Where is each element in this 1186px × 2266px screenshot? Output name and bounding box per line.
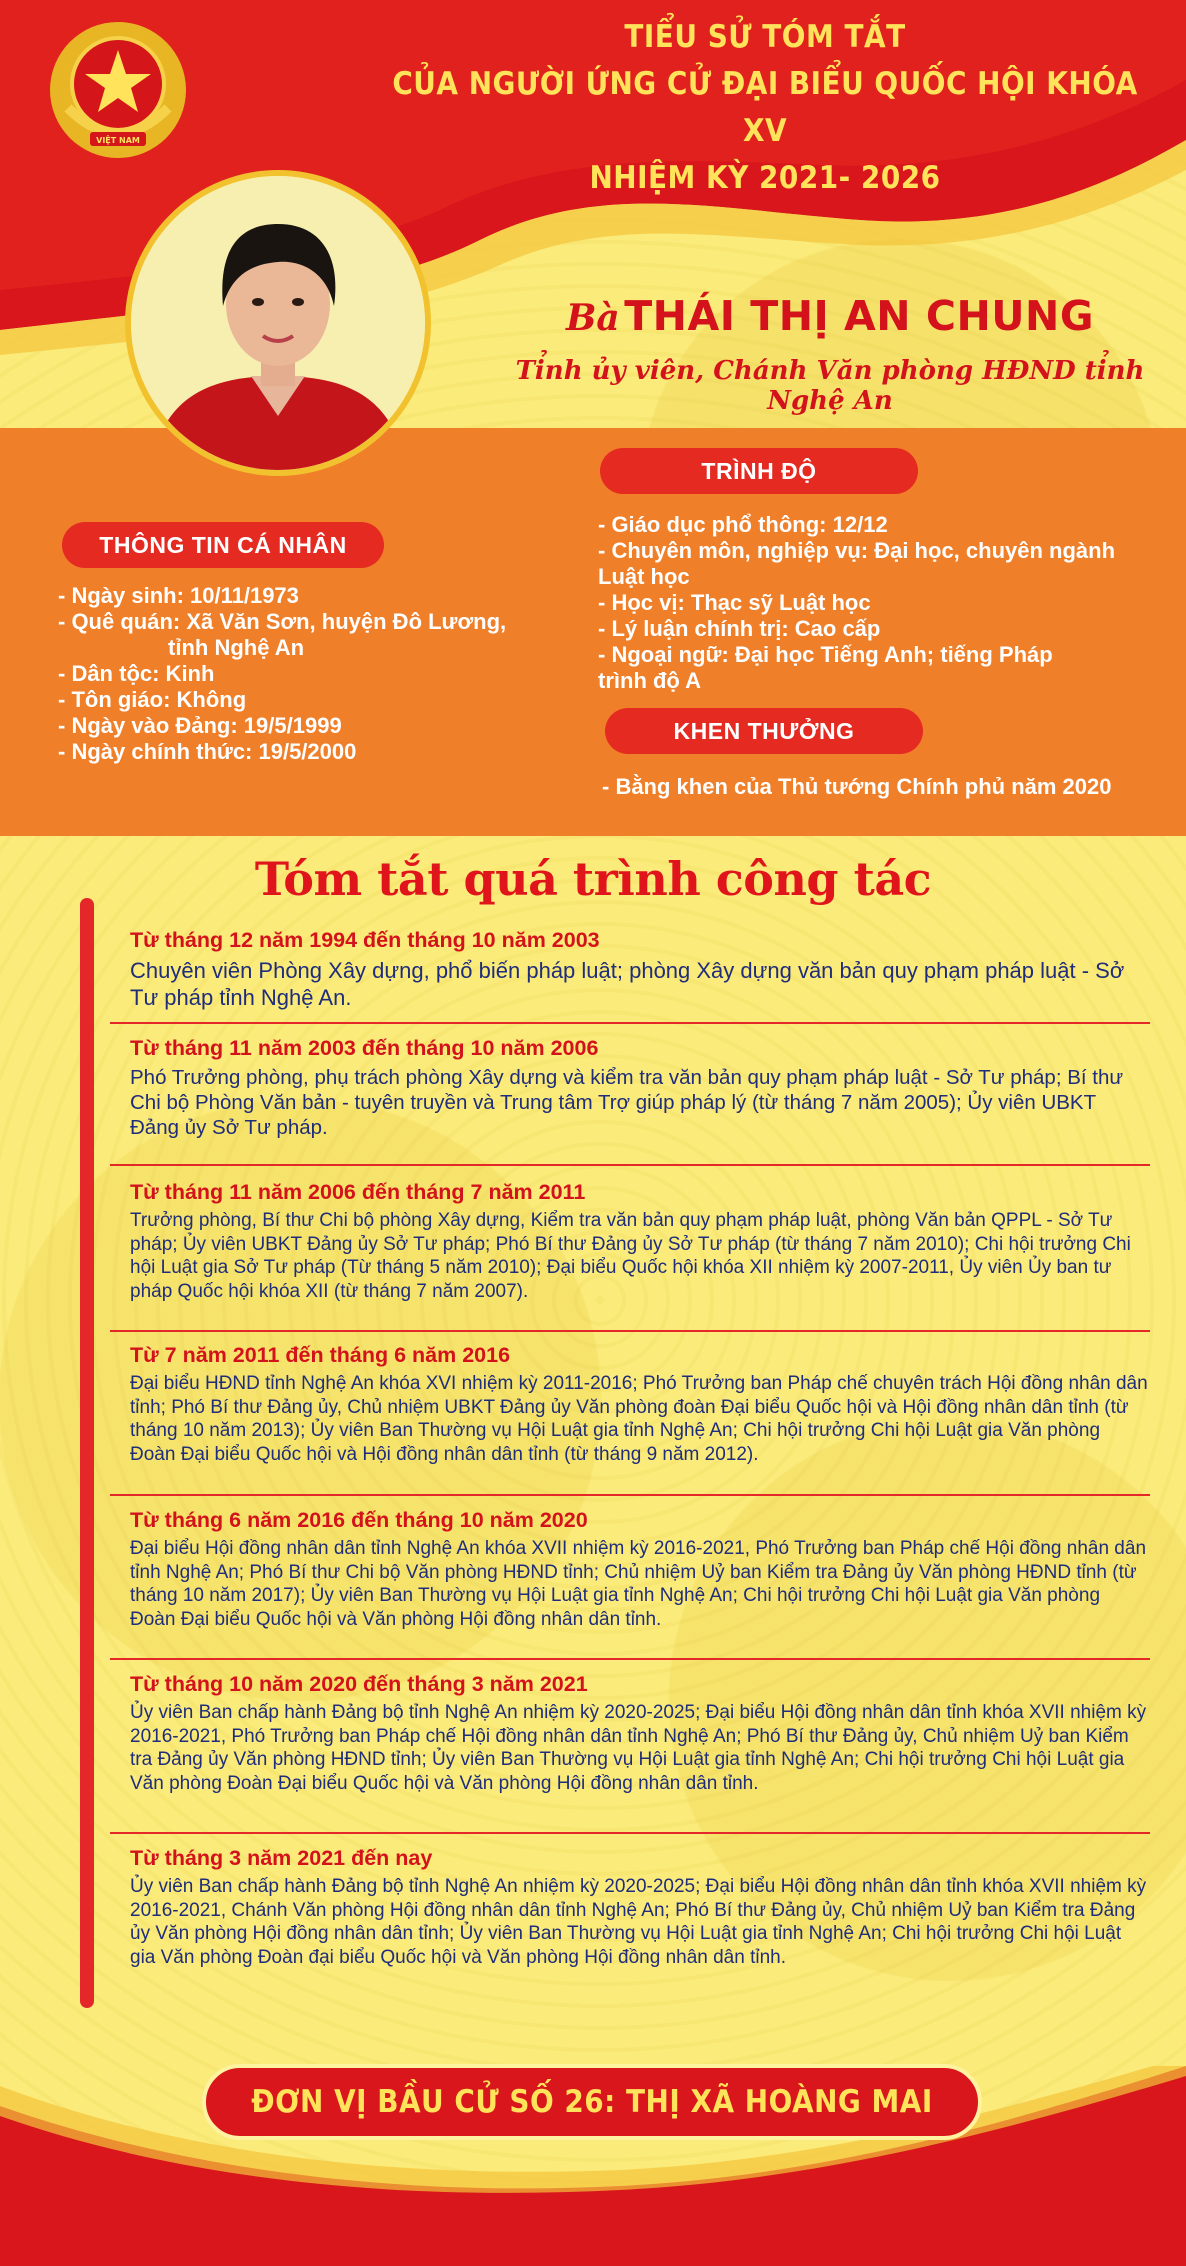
emblem-text: VIỆT NAM — [96, 136, 140, 145]
personal-info-line: - Tôn giáo: Không — [58, 687, 247, 712]
awards-list — [602, 774, 1182, 800]
entry-divider — [110, 1164, 1150, 1166]
career-period: Từ 7 năm 2011 đến tháng 6 năm 2016 — [130, 1343, 511, 1367]
career-period: Từ tháng 3 năm 2021 đến nay — [130, 1846, 433, 1870]
career-entry — [130, 1343, 1150, 1466]
national-emblem-icon — [46, 18, 190, 162]
entry-divider — [110, 1022, 1150, 1024]
constituency-banner: ĐƠN VỊ BẦU CỬ SỐ 26: THỊ XÃ HOÀNG MAI — [202, 2064, 982, 2140]
personal-info-line: - Quê quán: Xã Văn Sơn, huyện Đô Lương, — [58, 609, 507, 634]
career-description: Trưởng phòng, Bí thư Chi bộ phòng Xây dựng, Kiểm tra văn bản quy phạm pháp luật, phòng Văn bản QPPL - Sở Tư pháp; Ủy viên UBKT Đảng ủy Sở Tư pháp; Phó Bí thư Đảng ủy Sở Tư pháp (từ tháng 7 năm 2010); Chi hội trưởng Chi hội Luật gia Sở Tư pháp (Từ tháng 5 năm 2010); Đại biểu Quốc hội khóa XII nhiệm kỳ 2007-2011, Ủy viên Ủy ban tư pháp Quốc hội khóa XII (từ tháng 7 năm 2007). — [130, 1210, 1131, 1302]
career-entry — [130, 1672, 1150, 1795]
entry-divider — [110, 1494, 1150, 1496]
education-line: - Chuyên môn, nghiệp vụ: Đại học, chuyên ngành — [598, 538, 1116, 563]
education-line: - Học vị: Thạc sỹ Luật học — [598, 590, 871, 615]
career-description: Đại biểu HĐND tỉnh Nghệ An khóa XVI nhiệm kỳ 2011-2016; Phó Trưởng ban Pháp chế chuyên trách Hội đồng nhân dân tỉnh; Phó Bí thư Đảng ủy, Chủ nhiệm UBKT Đảng ủy Văn phòng đoàn Đại biểu Quốc hội và Hội đồng nhân dân tỉnh (từ tháng 10 năm 2013); Ủy viên Ban Thường vụ Hội Luật gia tỉnh Nghệ An; Chi hội trưởng Chi hội Luật gia Văn phòng Đoàn Đại biểu Quốc hội và Hội đồng nhân dân tỉnh (từ tháng 9 năm 2012). — [130, 1373, 1148, 1465]
award-line: - Bằng khen của Thủ tướng Chính phủ năm 2020 — [602, 774, 1112, 799]
title-line-2: CỦA NGƯỜI ỨNG CỬ ĐẠI BIỂU QUỐC HỘI KHÓA XV — [392, 66, 1138, 149]
education-list — [598, 512, 1178, 694]
timeline-bar — [80, 898, 94, 2008]
candidate-name — [480, 292, 1180, 340]
personal-info-list — [58, 583, 578, 765]
education-line: - Lý luận chính trị: Cao cấp — [598, 616, 881, 641]
personal-info-line: - Dân tộc: Kinh — [58, 661, 215, 686]
education-line: - Ngoại ngữ: Đại học Tiếng Anh; tiếng Pháp — [598, 642, 1053, 667]
career-description: Phó Trưởng phòng, phụ trách phòng Xây dựng và kiểm tra văn bản quy phạm pháp luật - Sở Tư pháp; Bí thư Chi bộ Phòng Văn bản - tuyên truyền và Trung tâm Trợ giúp pháp lý (từ tháng 7 năm 2005); Ủy viên UBKT Đảng ủy Sở Tư pháp. — [130, 1066, 1124, 1139]
entry-divider — [110, 1658, 1150, 1660]
career-entry — [130, 1180, 1150, 1303]
personal-info-line: - Ngày vào Đảng: 19/5/1999 — [58, 713, 342, 738]
portrait — [125, 170, 431, 476]
career-entry — [130, 1036, 1150, 1140]
name-prefix: Bà — [565, 297, 620, 339]
candidate-position: Tỉnh ủy viên, Chánh Văn phòng HĐND tỉnh Nghệ An — [515, 356, 1145, 416]
education-line: Luật học — [598, 564, 690, 589]
career-entry — [130, 1846, 1150, 1969]
career-description: Ủy viên Ban chấp hành Đảng bộ tỉnh Nghệ An nhiệm kỳ 2020-2025; Đại biểu Hội đồng nhân dân tỉnh khóa XVII nhiệm kỳ 2016-2021, Chánh Văn phòng Hội đồng nhân dân tỉnh Nghệ An; Phó Bí thư Đảng ủy, Chủ nhiệm Uỷ ban Kiểm tra Đảng ủy Văn phòng Hội đồng nhân dân tỉnh; Ủy viên Ban Thường vụ Hội Luật gia tỉnh Nghệ An; Chi hội trưởng Chi hội Luật gia Văn phòng Đoàn đại biểu Quốc hội và Văn phòng Hội đồng nhân dân tỉnh. — [130, 1876, 1147, 1968]
title-line-1: TIỂU SỬ TÓM TẮT — [624, 19, 906, 55]
title-line-3: NHIỆM KỲ 2021- 2026 — [589, 160, 941, 196]
personal-info-line: - Ngày sinh: 10/11/1973 — [58, 583, 299, 608]
personal-info-line: tỉnh Nghệ An — [58, 635, 305, 660]
education-line: trình độ A — [598, 668, 702, 693]
career-description: Đại biểu Hội đồng nhân dân tỉnh Nghệ An khóa XVII nhiệm kỳ 2016-2021, Phó Trưởng ban Pháp chế Hội đồng nhân dân tỉnh Nghệ An; Phó Bí thư Chi bộ Văn phòng HĐND tỉnh; Chủ nhiệm Uỷ ban Kiểm tra Đảng ủy Văn phòng HĐND tỉnh (từ tháng 10 năm 2017); Ủy viên Ban Thường vụ Hội Luật gia tỉnh Nghệ An; Chi hội trưởng Chi hội Luật gia Văn phòng Đoàn Đại biểu Quốc hội và Văn phòng Hội đồng nhân dân tỉnh. — [130, 1538, 1147, 1630]
person-portrait-icon — [131, 176, 425, 470]
career-entry — [130, 1508, 1150, 1631]
page-title — [380, 14, 1150, 202]
career-period: Từ tháng 12 năm 1994 đến tháng 10 năm 2003 — [130, 928, 600, 952]
personal-info-line: - Ngày chính thức: 19/5/2000 — [58, 739, 357, 764]
career-entry — [130, 928, 1150, 1011]
career-period: Từ tháng 11 năm 2006 đến tháng 7 năm 2011 — [130, 1180, 586, 1204]
career-description: Chuyên viên Phòng Xây dựng, phổ biến pháp luật; phòng Xây dựng văn bản quy phạm pháp luật - Sở Tư pháp tỉnh Nghệ An. — [130, 958, 1125, 1010]
career-heading: Tóm tắt quá trình công tác — [254, 852, 932, 906]
entry-divider — [110, 1330, 1150, 1332]
education-heading: TRÌNH ĐỘ — [600, 448, 918, 494]
career-period: Từ tháng 6 năm 2016 đến tháng 10 năm 2020 — [130, 1508, 588, 1532]
entry-divider — [110, 1832, 1150, 1834]
education-line: - Giáo dục phổ thông: 12/12 — [598, 512, 888, 537]
awards-heading: KHEN THƯỞNG — [605, 708, 923, 754]
career-period: Từ tháng 11 năm 2003 đến tháng 10 năm 2006 — [130, 1036, 599, 1060]
career-period: Từ tháng 10 năm 2020 đến tháng 3 năm 2021 — [130, 1672, 588, 1696]
personal-info-heading: THÔNG TIN CÁ NHÂN — [62, 522, 384, 568]
name-main: THÁI THỊ AN CHUNG — [624, 292, 1095, 340]
career-description: Ủy viên Ban chấp hành Đảng bộ tỉnh Nghệ An nhiệm kỳ 2020-2025; Đại biểu Hội đồng nhân dân tỉnh khóa XVII nhiệm kỳ 2016-2021, Phó Trưởng ban Pháp chế Hội đồng nhân dân tỉnh Nghệ An; Phó Bí thư Đảng ủy, Chủ nhiệm Uỷ ban Kiểm tra Đảng ủy Văn phòng HĐND tỉnh; Ủy viên Ban Thường vụ Hội Luật gia tỉnh Nghệ An; Chi hội trưởng Chi hội Luật gia Văn phòng Đoàn Đại biểu Quốc hội và Văn phòng Hội đồng nhân dân tỉnh. — [130, 1702, 1147, 1794]
